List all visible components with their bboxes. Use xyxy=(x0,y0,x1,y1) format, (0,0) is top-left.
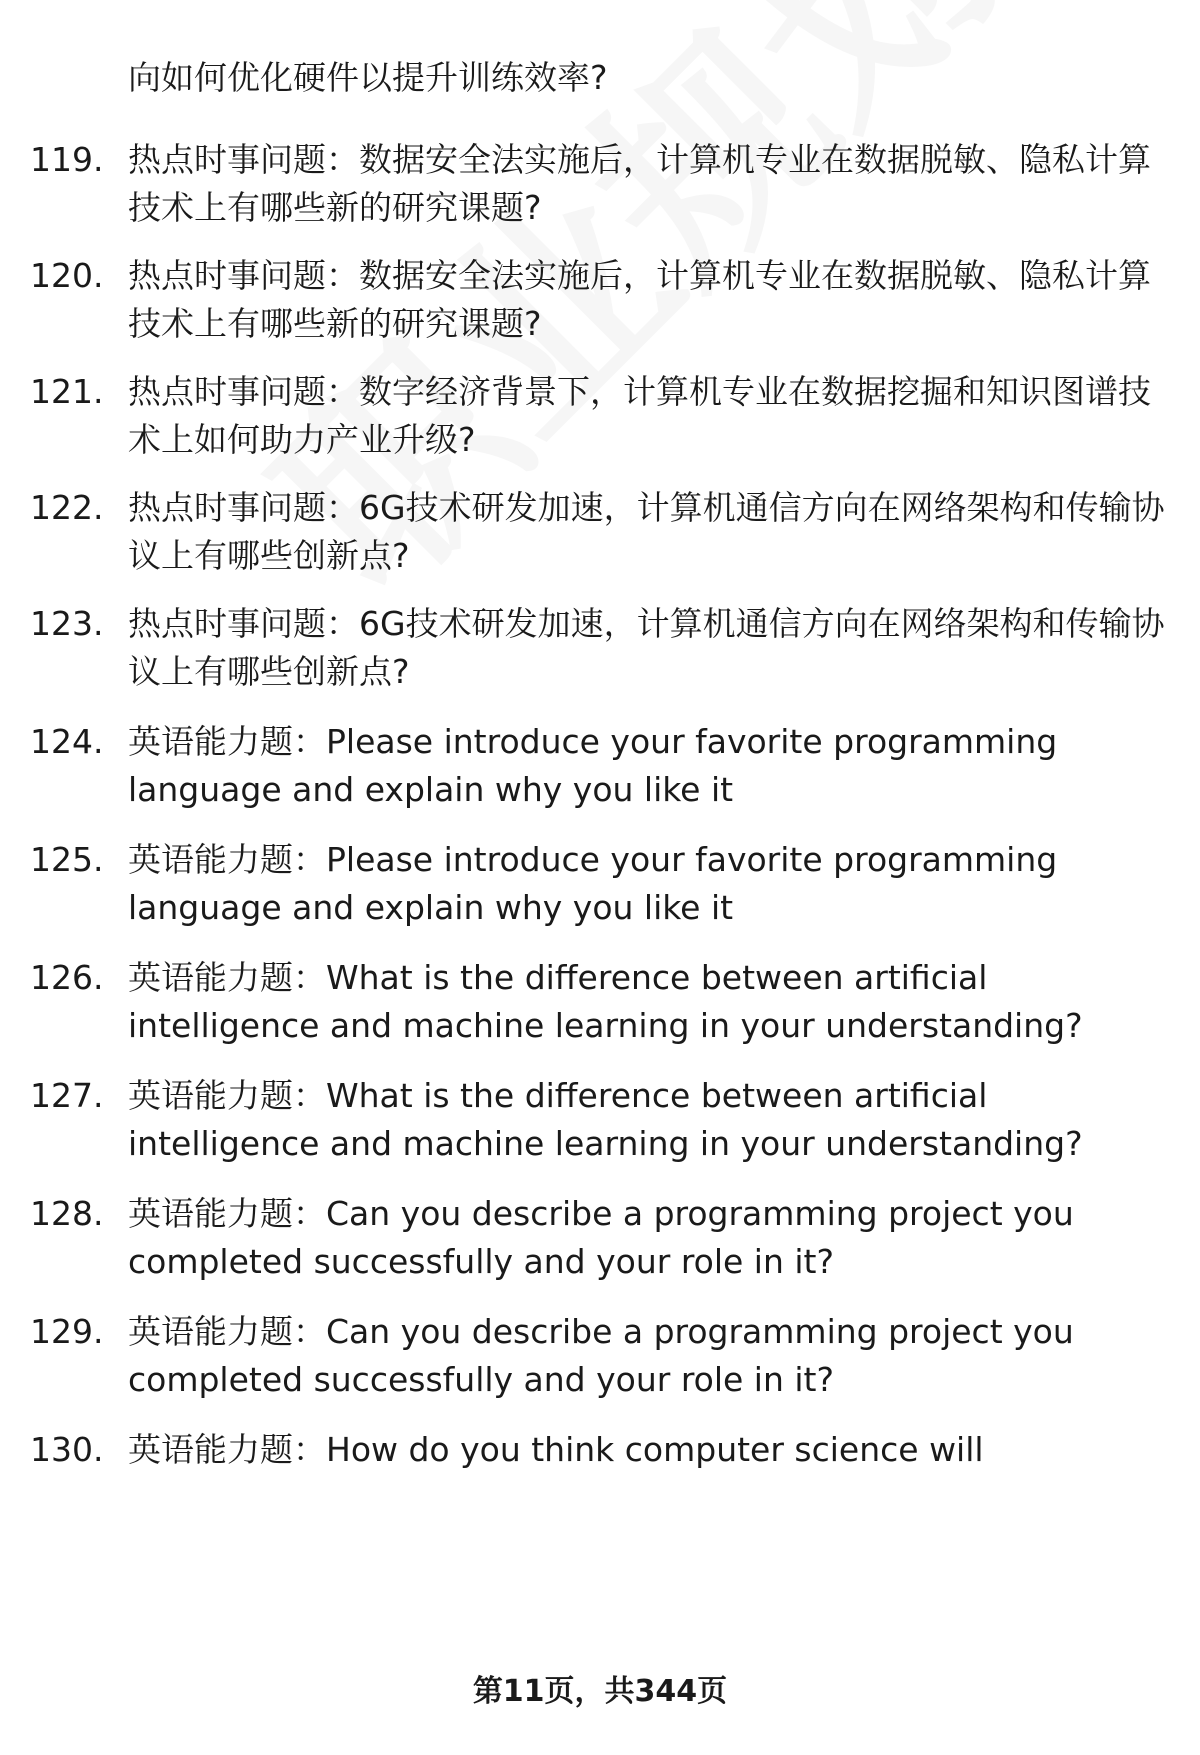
question-number: 129. xyxy=(30,1312,104,1351)
continued-question-text: 向如何优化硬件以提升训练效率? xyxy=(128,58,608,97)
question-text: 热点时事问题：数据安全法实施后，计算机专业在数据脱敏、隐私计算技术上有哪些新的研究课题? xyxy=(128,140,1151,227)
page-number-footer: 第11页，共344页 xyxy=(472,1674,728,1709)
question-text: 英语能力题：Please introduce your favorite programming language and explain why you like it xyxy=(128,722,1058,809)
question-text: 英语能力题：What is the difference between artificial intelligence and machine learning in your understanding? xyxy=(128,1076,1083,1163)
question-number: 119. xyxy=(30,140,104,179)
question-number: 120. xyxy=(30,256,104,295)
question-text: 热点时事问题：6G技术研发加速，计算机通信方向在网络架构和传输协议上有哪些创新点? xyxy=(128,604,1165,691)
question-text: 英语能力题：Please introduce your favorite programming language and explain why you like it xyxy=(128,840,1058,927)
question-text: 热点时事问题：数字经济背景下，计算机专业在数据挖掘和知识图谱技术上如何助力产业升级? xyxy=(128,372,1151,459)
question-text: 英语能力题：Can you describe a programming project you completed successfully and your role in it? xyxy=(128,1194,1074,1281)
question-number: 124. xyxy=(30,722,104,761)
question-number: 121. xyxy=(30,372,104,411)
question-number: 127. xyxy=(30,1076,104,1115)
question-text: 英语能力题：How do you think computer science will xyxy=(128,1430,984,1469)
question-text: 热点时事问题：6G技术研发加速，计算机通信方向在网络架构和传输协议上有哪些创新点? xyxy=(128,488,1165,575)
question-number: 125. xyxy=(30,840,104,879)
question-number: 123. xyxy=(30,604,104,643)
question-text: 热点时事问题：数据安全法实施后，计算机专业在数据脱敏、隐私计算技术上有哪些新的研究课题? xyxy=(128,256,1151,343)
question-text: 英语能力题：Can you describe a programming project you completed successfully and your role in it? xyxy=(128,1312,1074,1399)
question-number: 130. xyxy=(30,1430,104,1469)
question-text: 英语能力题：What is the difference between artificial intelligence and machine learning in your understanding? xyxy=(128,958,1083,1045)
question-number: 122. xyxy=(30,488,104,527)
question-number: 126. xyxy=(30,958,104,997)
question-number: 128. xyxy=(30,1194,104,1233)
